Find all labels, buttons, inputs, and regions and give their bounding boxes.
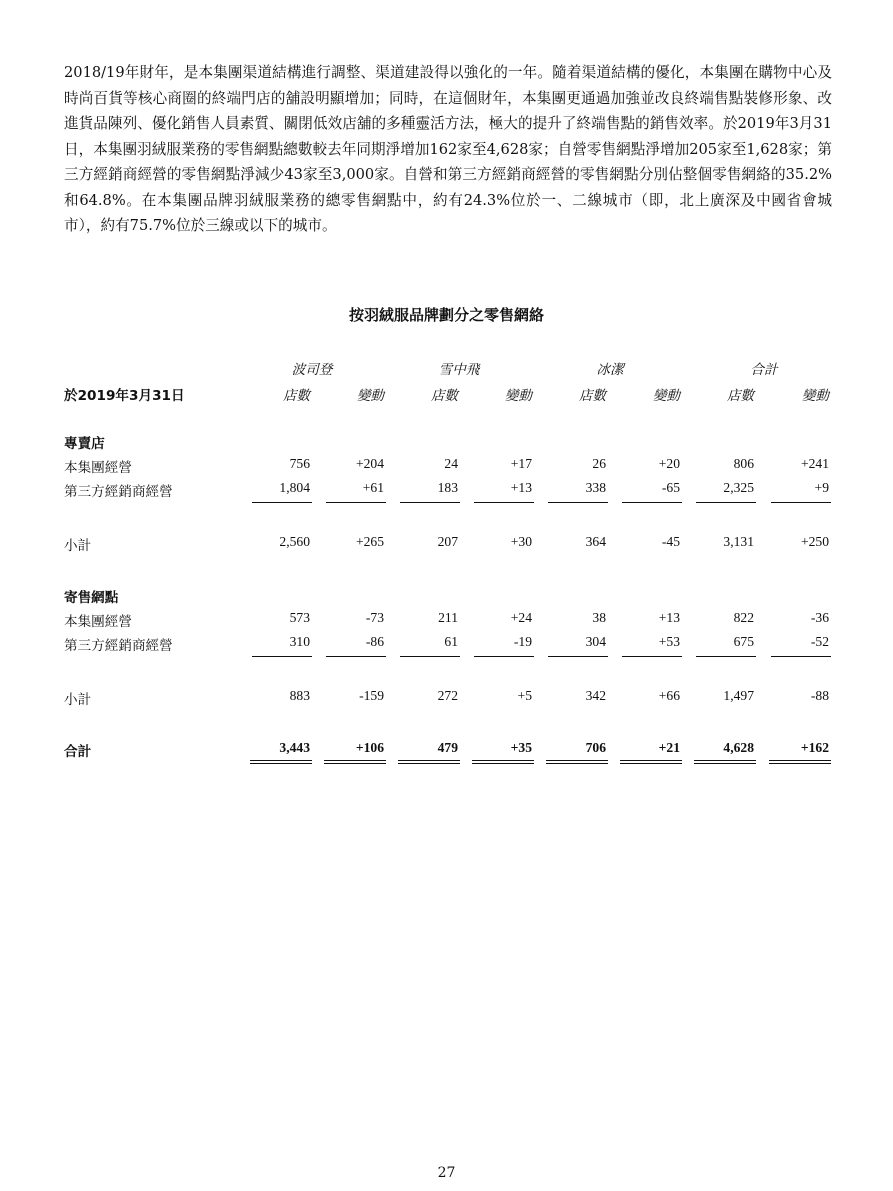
column-rule xyxy=(696,502,756,503)
column-rule xyxy=(326,656,386,657)
intro-paragraph: 2018/19年財年，是本集團渠道結構進行調整、渠道建設得以強化的一年。隨着渠道結構的優化，本集團在購物中心及時尚百貨等核心商圈的終端門店的舖設明顯增加；同時，在這個財年，本集團更通過加強並改良終端售點裝修形象、改進貨品陳列、優化銷售人員素質、關閉低效店舖的多種靈活方法，極大的提升了終端售點的銷售效率。於2019年3月31日，本集團羽絨服業務的零售網點總數較去年同期淨增加162家至4,628家；自營零售網點淨增加205家至1,628家；第三方經銷商經營的零售網點淨減少43家至3,000家。自營和第三方經銷商經營的零售網點分別佔整個零售網絡的35.2%和64.8%。在本集團品牌羽絨服業務的總零售網點中，約有24.3%位於一、二線城市（即，北上廣深及中國省會城市），約有75.7%位於三線或以下的城市。 xyxy=(64,64,832,234)
row-label: 小計 xyxy=(64,692,92,708)
brand-header: 冰潔 xyxy=(596,362,624,378)
table-cell: 61 xyxy=(444,634,458,649)
column-rule xyxy=(474,656,534,657)
table-cell: 806 xyxy=(733,456,754,471)
table-cell: 706 xyxy=(585,740,606,755)
table-cell: 1,804 xyxy=(279,480,310,495)
page-number: 27 xyxy=(437,1165,456,1181)
date-label: 於2019年3月31日 xyxy=(64,388,185,404)
column-subheader: 店數 xyxy=(430,388,458,404)
table-cell: 304 xyxy=(585,634,606,649)
brand-header: 雪中飛 xyxy=(438,362,480,378)
total-double-rule xyxy=(472,760,534,764)
table-cell: -73 xyxy=(365,610,384,625)
table-cell: 26 xyxy=(592,456,606,471)
column-rule xyxy=(548,502,608,503)
table-cell: +162 xyxy=(800,740,829,755)
row-label: 第三方經銷商經營 xyxy=(64,638,173,654)
total-double-rule xyxy=(620,760,682,764)
total-double-rule xyxy=(250,760,312,764)
row-label: 第三方經銷商經營 xyxy=(64,484,173,500)
column-rule xyxy=(252,502,312,503)
column-rule xyxy=(771,502,831,503)
table-cell: -19 xyxy=(513,634,532,649)
table-cell: +61 xyxy=(362,480,384,495)
column-rule xyxy=(622,656,682,657)
table-cell: +20 xyxy=(658,456,680,471)
table-cell: 338 xyxy=(585,480,606,495)
table-cell: +35 xyxy=(510,740,532,755)
table-cell: 272 xyxy=(437,688,458,703)
row-label: 合計 xyxy=(64,744,92,760)
column-subheader: 店數 xyxy=(726,388,754,404)
column-rule xyxy=(696,656,756,657)
table-cell: 675 xyxy=(733,634,754,649)
table-cell: 211 xyxy=(438,610,458,625)
row-label: 專賣店 xyxy=(64,436,105,452)
table-cell: +106 xyxy=(355,740,384,755)
column-subheader: 變動 xyxy=(504,388,532,404)
table-cell: -65 xyxy=(661,480,680,495)
total-double-rule xyxy=(769,760,831,764)
table-cell: 364 xyxy=(585,534,606,549)
table-cell: -159 xyxy=(359,688,384,703)
brand-header: 合計 xyxy=(750,362,778,378)
total-double-rule xyxy=(324,760,386,764)
row-label: 本集團經營 xyxy=(64,460,132,476)
table-cell: 342 xyxy=(585,688,606,703)
table-cell: +13 xyxy=(510,480,532,495)
total-double-rule xyxy=(546,760,608,764)
column-subheader: 變動 xyxy=(652,388,680,404)
table-cell: -45 xyxy=(661,534,680,549)
column-rule xyxy=(400,502,460,503)
table-title: 按羽絨服品牌劃分之零售網絡 xyxy=(348,306,544,324)
table-cell: 2,325 xyxy=(723,480,754,495)
column-rule xyxy=(252,656,312,657)
total-double-rule xyxy=(398,760,460,764)
column-rule xyxy=(474,502,534,503)
table-cell: +204 xyxy=(355,456,384,471)
table-cell: +53 xyxy=(658,634,680,649)
column-subheader: 店數 xyxy=(578,388,606,404)
table-cell: -52 xyxy=(810,634,829,649)
row-label: 寄售網點 xyxy=(64,590,119,606)
row-label: 本集團經營 xyxy=(64,614,132,630)
table-cell: 310 xyxy=(289,634,310,649)
table-cell: +241 xyxy=(800,456,829,471)
table-cell: 822 xyxy=(733,610,754,625)
table-cell: +9 xyxy=(814,480,829,495)
table-cell: 38 xyxy=(592,610,606,625)
table-cell: 479 xyxy=(437,740,458,755)
column-rule xyxy=(400,656,460,657)
table-cell: +5 xyxy=(517,688,532,703)
column-subheader: 變動 xyxy=(801,388,829,404)
table-cell: 4,628 xyxy=(723,740,754,755)
table-cell: +66 xyxy=(658,688,680,703)
table-cell: 3,131 xyxy=(723,534,754,549)
table-cell: 183 xyxy=(437,480,458,495)
table-cell: -36 xyxy=(810,610,829,625)
table-cell: 756 xyxy=(289,456,310,471)
row-label: 小計 xyxy=(64,538,92,554)
column-subheader: 變動 xyxy=(356,388,384,404)
table-cell: +21 xyxy=(658,740,680,755)
table-cell: +24 xyxy=(510,610,532,625)
table-cell: 207 xyxy=(437,534,458,549)
column-rule xyxy=(622,502,682,503)
table-cell: -86 xyxy=(365,634,384,649)
table-cell: -88 xyxy=(810,688,829,703)
table-cell: 573 xyxy=(289,610,310,625)
table-cell: 1,497 xyxy=(723,688,754,703)
total-double-rule xyxy=(694,760,756,764)
table-cell: +17 xyxy=(510,456,532,471)
table-cell: 883 xyxy=(289,688,310,703)
column-rule xyxy=(326,502,386,503)
table-cell: +265 xyxy=(355,534,384,549)
table-cell: 3,443 xyxy=(279,740,310,755)
column-subheader: 店數 xyxy=(282,388,310,404)
brand-header: 波司登 xyxy=(291,362,333,378)
column-rule xyxy=(548,656,608,657)
table-cell: +30 xyxy=(510,534,532,549)
table-cell: 24 xyxy=(444,456,458,471)
column-rule xyxy=(771,656,831,657)
table-cell: +13 xyxy=(658,610,680,625)
table-cell: 2,560 xyxy=(279,534,310,549)
table-cell: +250 xyxy=(800,534,829,549)
